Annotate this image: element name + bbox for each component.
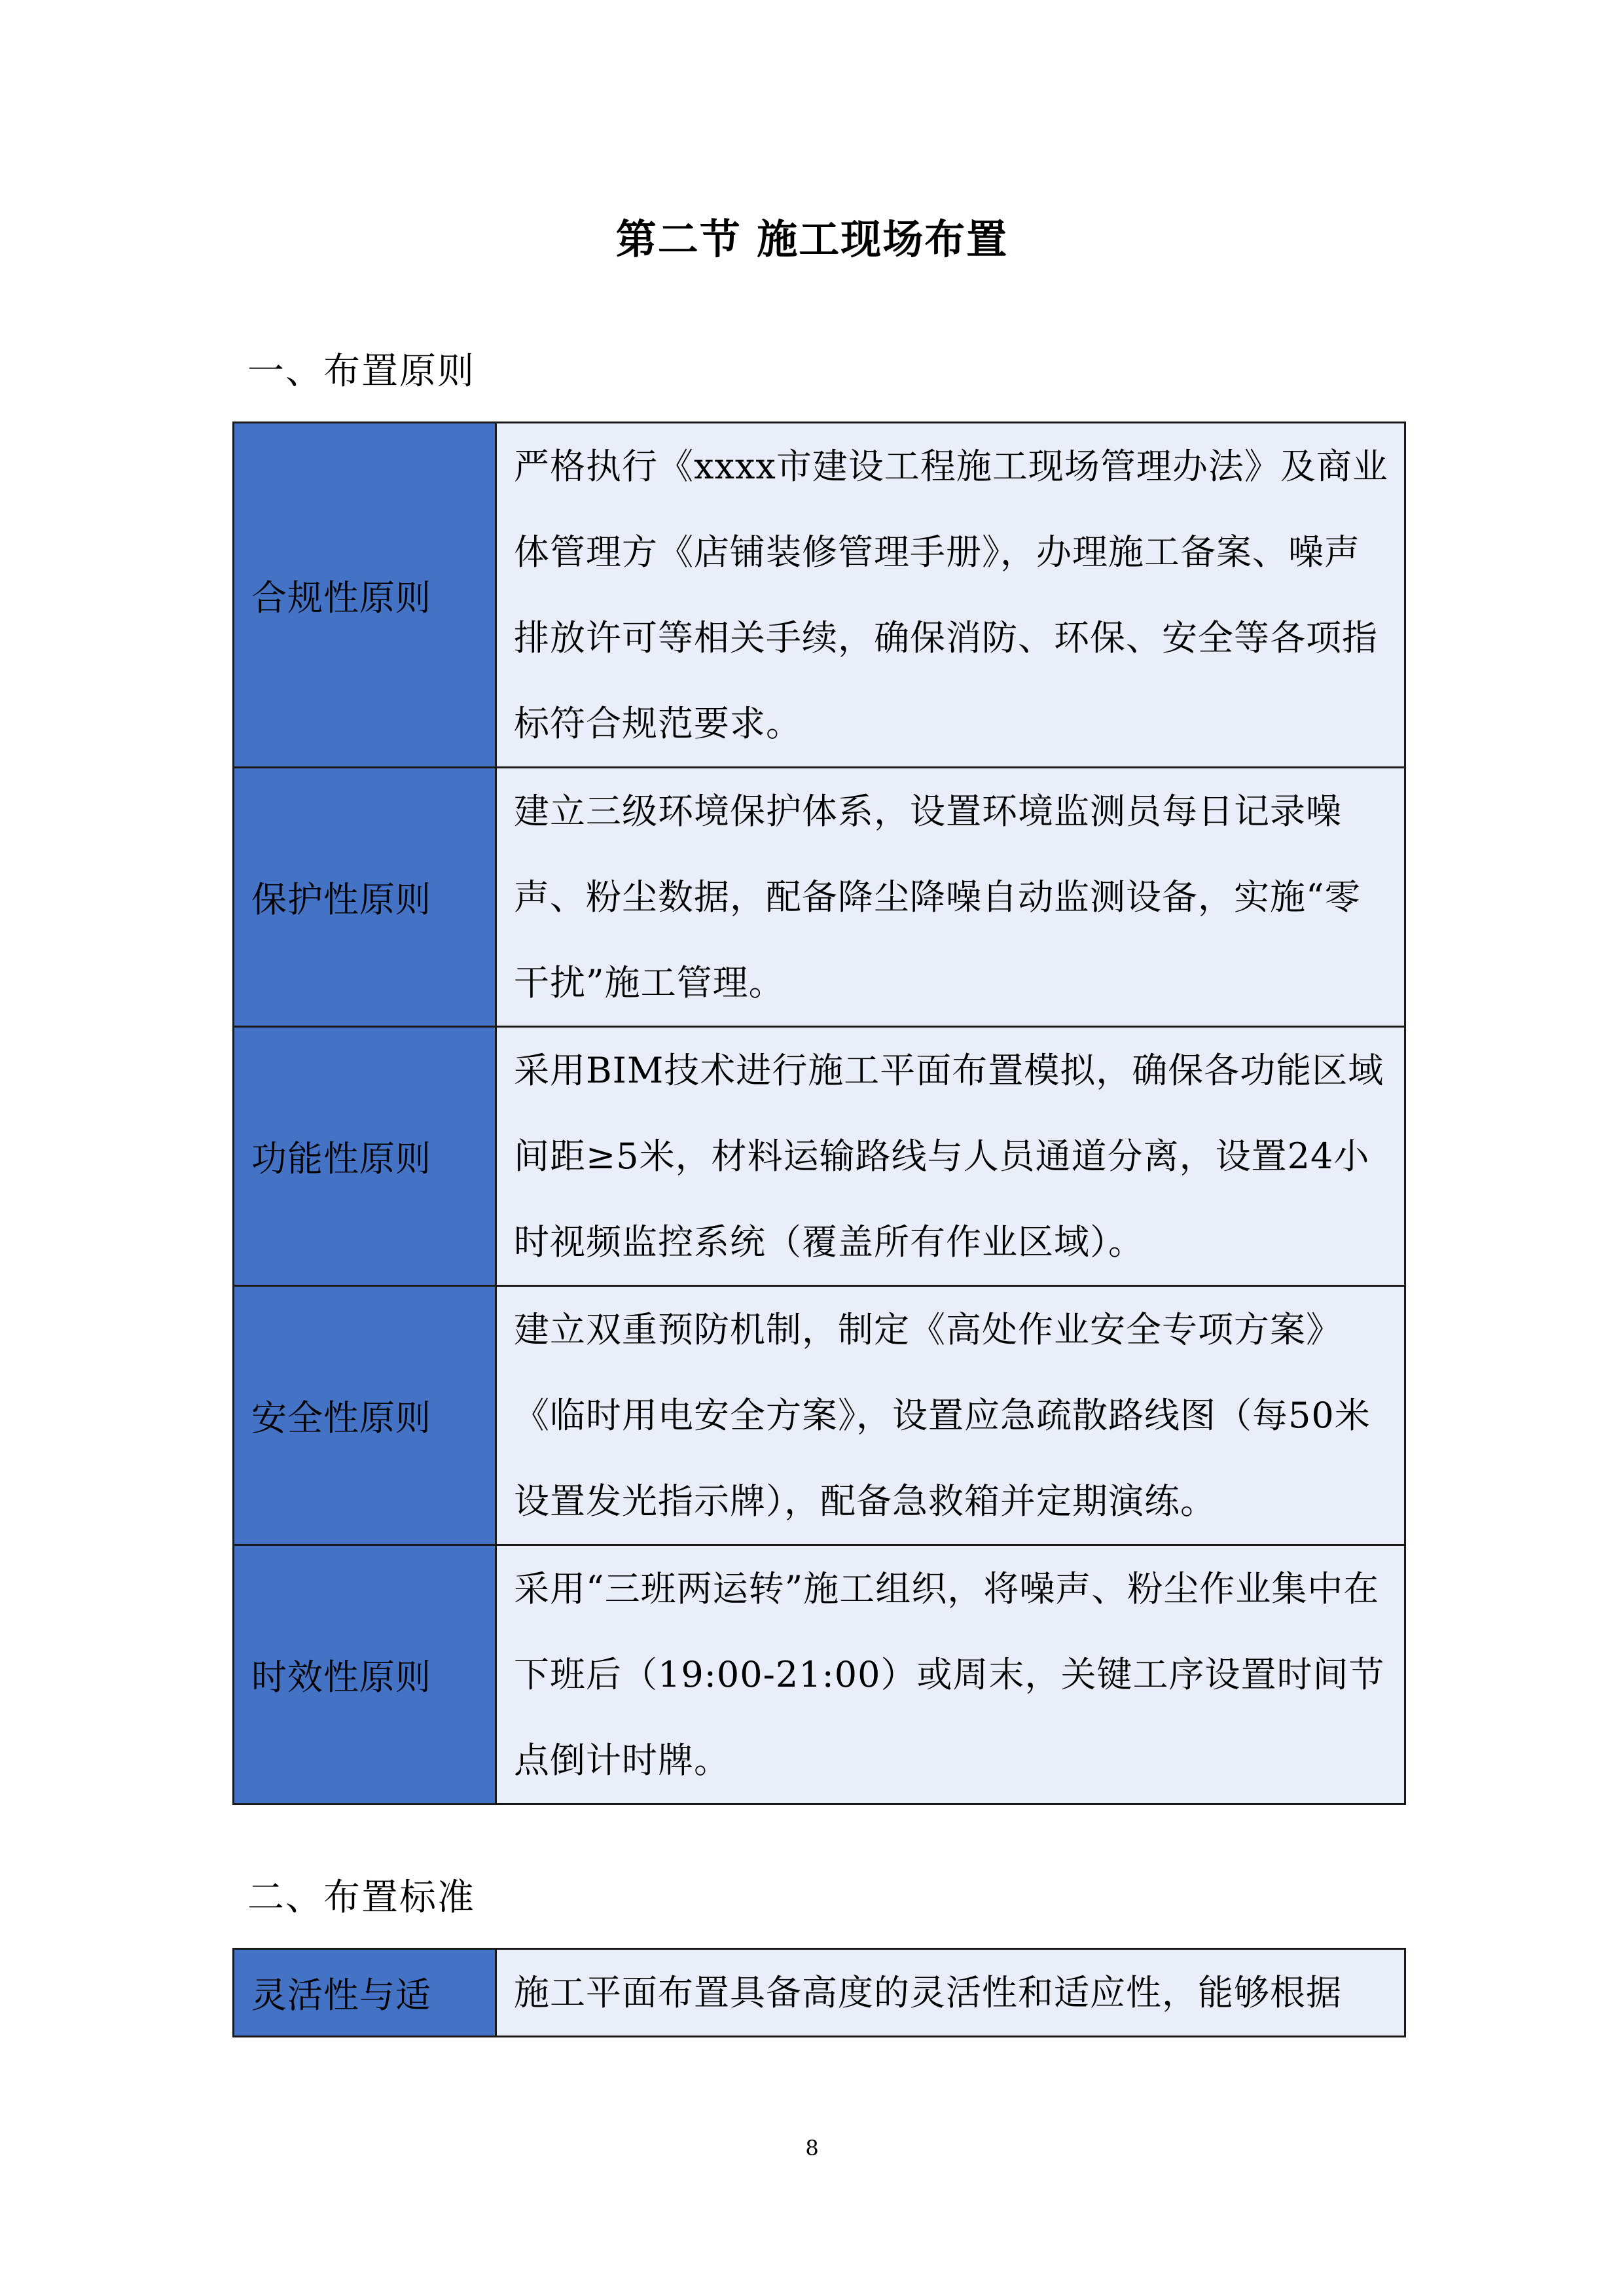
table-row — [234, 1286, 1405, 1545]
section-heading-standards: 二、布置标准 — [247, 1876, 475, 1919]
page-number: 8 — [805, 2136, 819, 2161]
row-content-protection: 建立三级环境保护体系，设置环境监测员每日记录噪声、粉尘数据，配备降尘降噪自动监测设备，实施“零干扰”施工管理。 — [496, 768, 1405, 1027]
row-content-safety: 建立双重预防机制，制定《高处作业安全专项方案》《临时用电安全方案》，设置应急疏散路线图（每50米设置发光指示牌），配备急救箱并定期演练。 — [496, 1286, 1405, 1545]
row-label-protection: 保护性原则 — [234, 768, 496, 1027]
table-row — [234, 423, 1405, 768]
table-row — [234, 1949, 1405, 2037]
table-row — [234, 1545, 1405, 1804]
row-label-safety: 安全性原则 — [234, 1286, 496, 1545]
principles-table — [232, 422, 1406, 1805]
page-title: 第二节 施工现场布置 — [615, 215, 1009, 263]
row-label-functionality: 功能性原则 — [234, 1027, 496, 1286]
row-label-flexibility: 灵活性与适 — [234, 1949, 496, 2037]
row-content-timeliness: 采用“三班两运转”施工组织，将噪声、粉尘作业集中在下班后（19:00-21:00）或周末，关键工序设置时间节点倒计时牌。 — [496, 1545, 1405, 1804]
row-label-compliance: 合规性原则 — [234, 423, 496, 768]
row-content-compliance: 严格执行《xxxx市建设工程施工现场管理办法》及商业体管理方《店铺装修管理手册》，办理施工备案、噪声排放许可等相关手续，确保消防、环保、安全等各项指标符合规范要求。 — [496, 423, 1405, 768]
section-heading-principles: 一、布置原则 — [247, 350, 475, 393]
table-row — [234, 1027, 1405, 1286]
row-label-timeliness: 时效性原则 — [234, 1545, 496, 1804]
row-content-functionality: 采用BIM技术进行施工平面布置模拟，确保各功能区域间距≥5米，材料运输路线与人员通道分离，设置24小时视频监控系统（覆盖所有作业区域）。 — [496, 1027, 1405, 1286]
row-content-flexibility: 施工平面布置具备高度的灵活性和适应性，能够根据 — [496, 1949, 1405, 2037]
standards-table — [232, 1948, 1406, 2037]
table-row — [234, 768, 1405, 1027]
